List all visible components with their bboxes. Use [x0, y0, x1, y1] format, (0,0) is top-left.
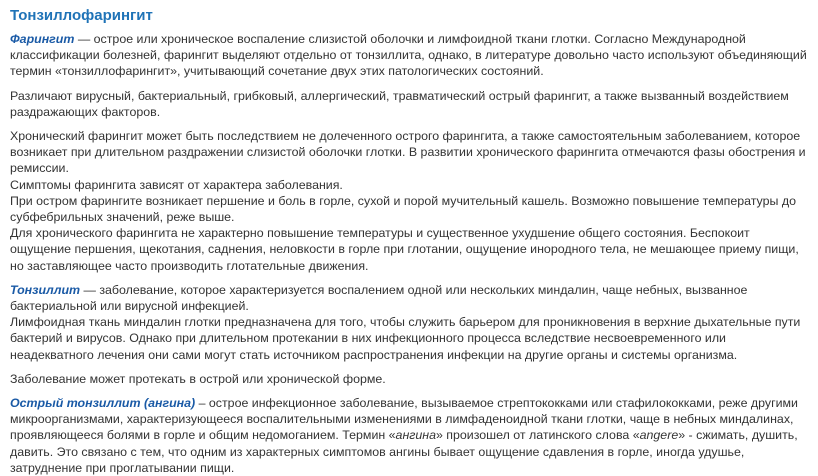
paragraph-text: – острое инфекционное заболевание, вызываемое стрептококками или стафилококками, реже другими микроорганизмами, характеризующееся воспалительными изменениями в лимфаденоидной ткани глотки, чаще в небных миндалинах, проявляющееся болями в горле и общим недомоганием. Термин «: [10, 396, 798, 443]
paragraph-lymphoid-tissue: Лимфоидная ткань миндалин глотки предназначена для того, чтобы служить барьером для проникновения в верхние дыхательные пути бактерий и вирусов. Однако при длительном протекании в них инфекционного процесса вследствие несвоевременного или неадекватного лечения они сами могут стать источником распространения инфекции на другие органы и системы организма.: [10, 315, 801, 362]
emphasis-angere: angere: [639, 428, 679, 443]
term-tonsillitis: Тонзиллит: [10, 282, 81, 297]
page-title: Тонзиллофарингит: [10, 7, 153, 24]
paragraph-text: — заболевание, которое характеризуется воспалением одной или нескольких миндалин, чаще небных, вызванное бактериальной или вирусной инфекцией.: [10, 282, 748, 314]
paragraph-text: » - сжимать, душить, давить. Это связано с тем, что одним из характерных симптомов ангины бывает ощущение сдавления в горле, иногда удушье, затруднение при проглатывании пищи.: [10, 428, 798, 475]
term-acute-tonsillitis: Острый тонзиллит (ангина): [10, 396, 196, 411]
paragraph-tonsillitis-definition: [10, 282, 808, 314]
paragraph-chronic-pharyngitis: Хронический фарингит может быть последствием не долеченного острого фарингита, а также самостоятельным заболеванием, которое возникает при длительном раздражении слизистой оболочки глотки. В развитии хронического фарингита отмечаются фазы обострения и ремиссии.: [10, 129, 806, 176]
paragraph-forms: Заболевание может протекать в острой или хронической форме.: [10, 371, 386, 386]
paragraph-acute-tonsillitis: [10, 395, 808, 476]
paragraph-text: — острое или хроническое воспаление слизистой оболочки и лимфоидной ткани глотки. Согласно Международной классификации болезней, фарингит выделяют отдельно от тонзиллита, однако, в литературе довольно часто используют объединяющий термин «тонзиллофарингит», учитывающий сочетание двух этих патологических состояний.: [10, 32, 807, 79]
paragraph-acute-symptoms: При остром фарингите возникает першение и боль в горле, сухой и порой мучительный кашель. Возможно повышение температуры до субфебрильных значений, реже выше.: [10, 193, 796, 225]
paragraph-pharyngitis-definition: [10, 31, 808, 80]
paragraph-pharyngitis-types: Различают вирусный, бактериальный, грибковый, аллергический, травматический острый фарингит, а также вызванный воздействием раздражающих факторов.: [10, 88, 789, 119]
emphasis-angina: ангина: [395, 428, 436, 443]
paragraph-symptoms: Симптомы фарингита зависят от характера заболевания.: [10, 177, 343, 192]
term-pharyngitis: Фарингит: [10, 32, 75, 46]
paragraph-chronic-symptoms: Для хронического фарингита не характерно повышение температуры и существенное ухудшение общего состояния. Беспокоит ощущение першения, щекотания, саднения, неловкости в горле при глотании, ощущение инородного тела, не мешающее приему пищи, но заставляющее часто производить глотательные движения.: [10, 226, 799, 273]
paragraph-text: » произошел от латинского слова «: [435, 428, 640, 443]
